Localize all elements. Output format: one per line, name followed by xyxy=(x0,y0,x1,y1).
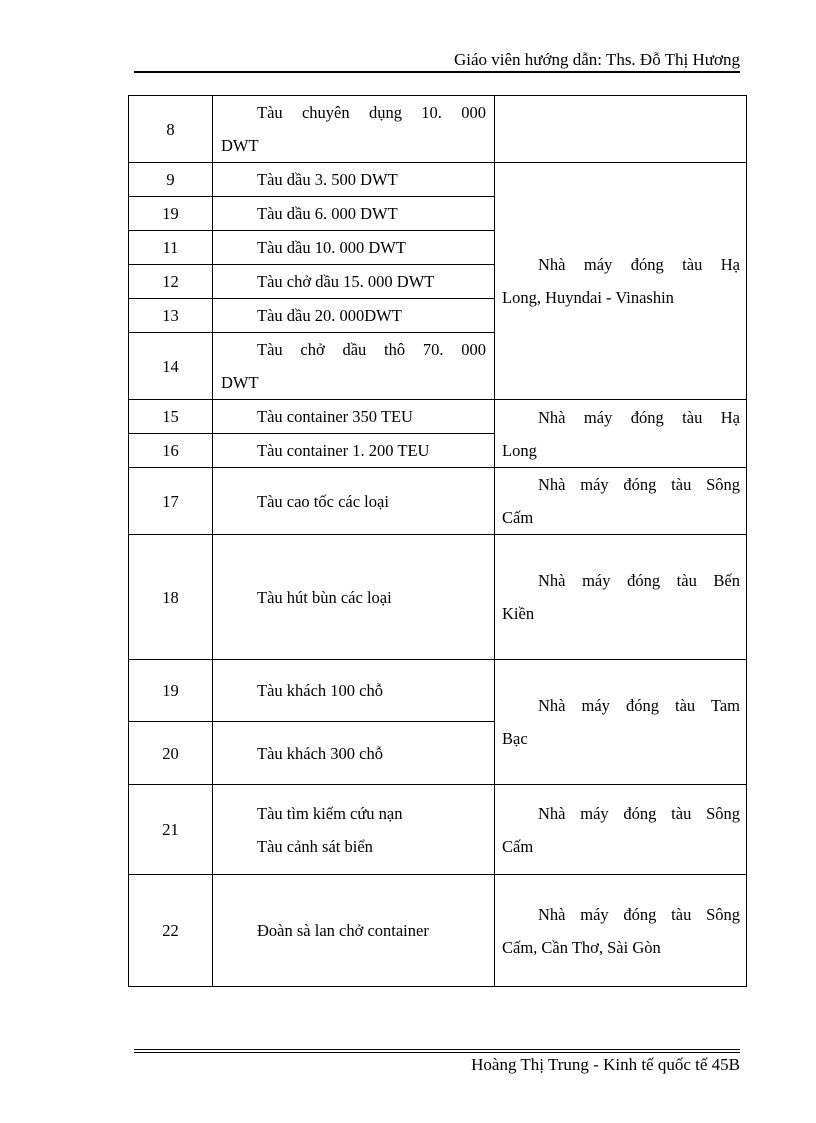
ship-type-line: Tàu chở dầu thô 70. 000 xyxy=(257,340,486,359)
footer-rule xyxy=(134,1052,740,1053)
ship-type-cell xyxy=(213,785,495,875)
ship-type-cell xyxy=(213,400,495,434)
table-row xyxy=(129,468,747,535)
ship-type-cell xyxy=(213,535,495,660)
factory-line: Nhà máy đóng tàu Bến xyxy=(538,571,740,590)
ship-type-cell xyxy=(213,265,495,299)
ship-type-cell xyxy=(213,197,495,231)
ship-type-line: Tàu khách 300 chỗ xyxy=(257,743,383,763)
ship-type-cell xyxy=(213,96,495,163)
ship-type-line: Tàu dầu 6. 000 DWT xyxy=(257,204,398,223)
ship-type-cell xyxy=(213,299,495,333)
factory-line: Kiền xyxy=(502,604,535,623)
factory-line: Nhà máy đóng tàu Hạ xyxy=(538,407,740,427)
ship-type-cell xyxy=(213,333,495,400)
table-row xyxy=(129,163,747,197)
row-number: 8 xyxy=(129,96,213,163)
factory-cell-empty xyxy=(495,96,747,163)
page-header: Giáo viên hướng dẫn: Ths. Đỗ Thị Hương xyxy=(453,50,740,69)
factory-line: Bạc xyxy=(502,729,528,748)
row-number: 19 xyxy=(129,197,213,231)
factory-line: Cấm xyxy=(502,836,534,856)
row-number: 15 xyxy=(129,400,213,434)
factory-line: Long xyxy=(502,440,537,460)
row-number: 14 xyxy=(129,333,213,400)
ship-type-line: Tàu khách 100 chỗ xyxy=(257,681,383,700)
ship-type-line: Tàu cao tốc các loại xyxy=(257,491,389,511)
factory-cell xyxy=(495,163,747,400)
ship-type-line: Tàu dầu 20. 000DWT xyxy=(257,306,402,325)
row-number: 22 xyxy=(129,875,213,987)
row-number: 9 xyxy=(129,163,213,197)
table-row xyxy=(129,785,747,875)
factory-line: Nhà máy đóng tàu Sông xyxy=(538,475,740,494)
row-number: 21 xyxy=(129,785,213,875)
factory-line: Nhà máy đóng tàu Sông xyxy=(538,904,740,924)
factory-line: Long, Huyndai - Vinashin xyxy=(502,288,674,307)
ship-type-line: Tàu chở dầu 15. 000 DWT xyxy=(257,272,435,291)
ship-type-cell xyxy=(213,434,495,468)
ship-type-line: Tàu cảnh sát biển xyxy=(257,836,373,856)
ship-type-line: Tàu container 1. 200 TEU xyxy=(257,441,430,460)
factory-line: Cấm xyxy=(502,508,534,527)
factory-line: Nhà máy đóng tàu Hạ xyxy=(538,255,740,274)
ship-type-cell xyxy=(213,468,495,535)
ship-type-line: DWT xyxy=(221,373,259,392)
factory-cell xyxy=(495,660,747,785)
row-number: 18 xyxy=(129,535,213,660)
table-row xyxy=(129,96,747,163)
ship-type-cell xyxy=(213,231,495,265)
header-rule xyxy=(134,71,740,73)
factory-cell xyxy=(495,468,747,535)
ship-type-line: Đoàn sà lan chở container xyxy=(257,921,429,940)
ship-type-cell xyxy=(213,163,495,197)
row-number: 12 xyxy=(129,265,213,299)
row-number: 13 xyxy=(129,299,213,333)
table-row xyxy=(129,535,747,660)
ship-type-line: Tàu dầu 3. 500 DWT xyxy=(257,170,398,189)
ship-type-line: Tàu dầu 10. 000 DWT xyxy=(257,238,406,257)
row-number: 11 xyxy=(129,231,213,265)
ship-type-line: Tàu tìm kiếm cứu nạn xyxy=(257,803,403,823)
table-row xyxy=(129,400,747,434)
factory-cell xyxy=(495,875,747,987)
page-footer: Hoàng Thị Trung - Kinh tế quốc tế 45B xyxy=(471,1055,740,1074)
ship-type-cell xyxy=(213,660,495,722)
row-number: 17 xyxy=(129,468,213,535)
ship-type-line: Tàu chuyên dụng 10. 000 xyxy=(257,103,486,122)
shipbuilding-table xyxy=(128,95,747,987)
row-number: 19 xyxy=(129,660,213,722)
ship-type-line: Tàu hút bùn các loại xyxy=(257,587,392,607)
row-number: 20 xyxy=(129,722,213,785)
ship-type-cell xyxy=(213,722,495,785)
factory-cell xyxy=(495,785,747,875)
ship-type-cell xyxy=(213,875,495,987)
factory-line: Nhà máy đóng tàu Sông xyxy=(538,803,740,823)
factory-cell xyxy=(495,535,747,660)
factory-line: Nhà máy đóng tàu Tam xyxy=(538,696,740,715)
ship-type-line: DWT xyxy=(221,136,259,155)
ship-type-line: Tàu container 350 TEU xyxy=(257,407,413,426)
factory-cell xyxy=(495,400,747,468)
table-row xyxy=(129,875,747,987)
row-number: 16 xyxy=(129,434,213,468)
footer-rule xyxy=(134,1049,740,1050)
table-row xyxy=(129,660,747,722)
factory-line: Cấm, Cần Thơ, Sài Gòn xyxy=(502,937,661,957)
